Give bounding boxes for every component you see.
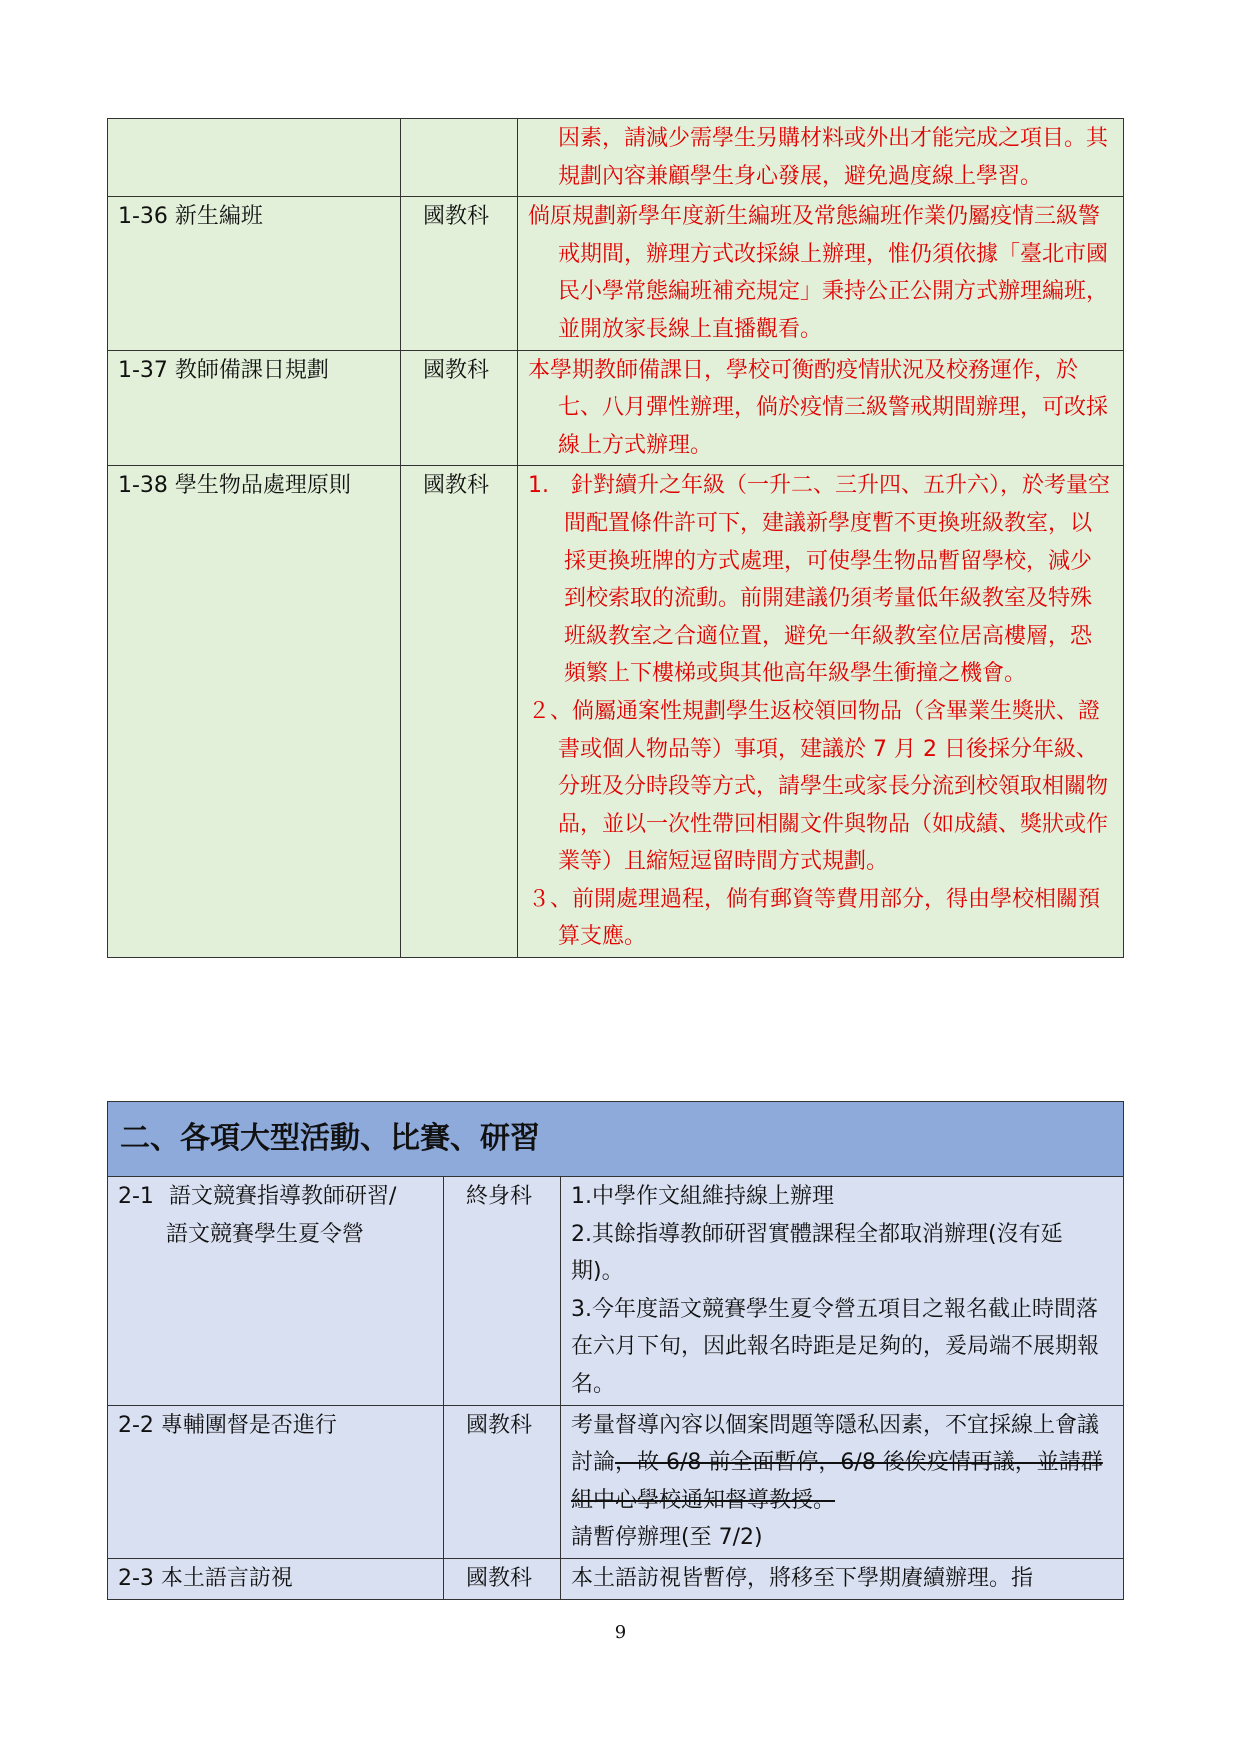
table-row xyxy=(108,1405,1124,1558)
content-text xyxy=(571,1407,1111,1520)
dept-cell: 國教科 xyxy=(401,197,518,350)
content-cell xyxy=(518,466,1124,958)
content-cell xyxy=(561,1405,1124,1558)
table-pandemic-measures xyxy=(107,118,1124,958)
list-item: ３、前開處理過程，倘有郵資等費用部分，得由學校相關預算支應。 xyxy=(528,886,1101,950)
dept-cell: 終身科 xyxy=(444,1177,561,1406)
table-row xyxy=(108,1177,1124,1406)
dept-cell: 國教科 xyxy=(444,1405,561,1558)
content-text: 因素，請減少需學生另購材料或外出才能完成之項目。其規劃內容兼顧學生身心發展，避免過度線上學習。 xyxy=(558,126,1109,189)
section-header-row xyxy=(108,1102,1124,1177)
dept-cell xyxy=(401,119,518,197)
section-title: 二、各項大型活動、比賽、研習 xyxy=(108,1102,1124,1177)
list-item: 1.中學作文組維持線上辦理 xyxy=(571,1184,834,1209)
dept-cell: 國教科 xyxy=(444,1558,561,1599)
content-text-b: 請暫停辦理(至 7/2) xyxy=(571,1525,763,1551)
item-title-cont: 語文競賽學生夏令營 xyxy=(166,1221,365,1247)
item-cell: 1-38 學生物品處理原則 xyxy=(108,466,401,958)
table-row xyxy=(108,1558,1124,1599)
content-cell xyxy=(518,350,1124,466)
item-title: 語文競賽指導教師研習/ xyxy=(168,1184,397,1209)
item-cell: 2-2 專輔團督是否進行 xyxy=(108,1405,444,1558)
item-cell xyxy=(108,119,401,197)
table-row xyxy=(108,197,1124,350)
page-number: 9 xyxy=(614,1622,627,1643)
table-row xyxy=(108,119,1124,197)
content-cell: 本土語訪視皆暫停，將移至下學期賡續辦理。指 xyxy=(561,1558,1124,1599)
list-item: ２、倘屬通案性規劃學生返校領回物品（含畢業生獎狀、證書或個人物品等）事項，建議於 7 月 2 日後採分年級、分班及分時段等方式，請學生或家長分流到校領取相關物品，並以一次性帶回相關文件與物品（如成績、獎狀或作業等）且縮短逗留時間方式規劃。 xyxy=(528,698,1109,875)
table-events xyxy=(107,1101,1124,1600)
content-text: 本學期教師備課日，學校可衡酌疫情狀況及校務運作，於七、八月彈性辦理，倘於疫情三級警戒期間辦理，可改採線上方式辦理。 xyxy=(528,357,1109,458)
dept-cell: 國教科 xyxy=(401,350,518,466)
content-text-a: 考量督導內容以個案問題等隱私因素，不宜採線上會議討論 xyxy=(571,1412,1100,1476)
content-text: 倘原規劃新學年度新生編班及常態編班作業仍屬疫情三級警戒期間，辦理方式改採線上辦理，惟仍須依據「臺北市國民小學常態編班補充規定」秉持公正公開方式辦理編班，並開放家長線上直播觀看。 xyxy=(528,204,1109,342)
item-code: 2-1 xyxy=(118,1184,154,1209)
dept-cell: 國教科 xyxy=(401,466,518,958)
item-cell: 1-36 新生編班 xyxy=(108,197,401,350)
list-item: 2.其餘指導教師研習實體課程全都取消辦理(沒有延期)。 xyxy=(571,1221,1063,1285)
item-cell: 2-3 本土語言訪視 xyxy=(108,1558,444,1599)
struck-text: ，故 6/8 前全面暫停，6/8 後俟疫情再議，並請群組中心學校通知督導教授。 xyxy=(571,1450,1103,1513)
table-row xyxy=(108,350,1124,466)
content-cell xyxy=(561,1177,1124,1406)
content-cell xyxy=(518,197,1124,350)
list-item: 1. 針對續升之年級（一升二、三升四、五升六），於考量空間配置條件許可下，建議新學度暫不更換班級教室，以採更換班牌的方式處理，可使學生物品暫留學校，減少到校索取的流動。前開建議仍須考量低年級教室及特殊班級教室之合適位置，避免一年級教室位居高樓層，恐頻繁上下樓梯或與其他高年級學生衝撞之機會。 xyxy=(528,473,1110,687)
item-cell xyxy=(108,1177,444,1406)
list-item: 3.今年度語文競賽學生夏令營五項目之報名截止時間落在六月下旬，因此報名時距是足夠的，爰局端不展期報名。 xyxy=(571,1296,1100,1397)
content-cell xyxy=(518,119,1124,197)
item-cell: 1-37 教師備課日規劃 xyxy=(108,350,401,466)
table-row xyxy=(108,466,1124,958)
